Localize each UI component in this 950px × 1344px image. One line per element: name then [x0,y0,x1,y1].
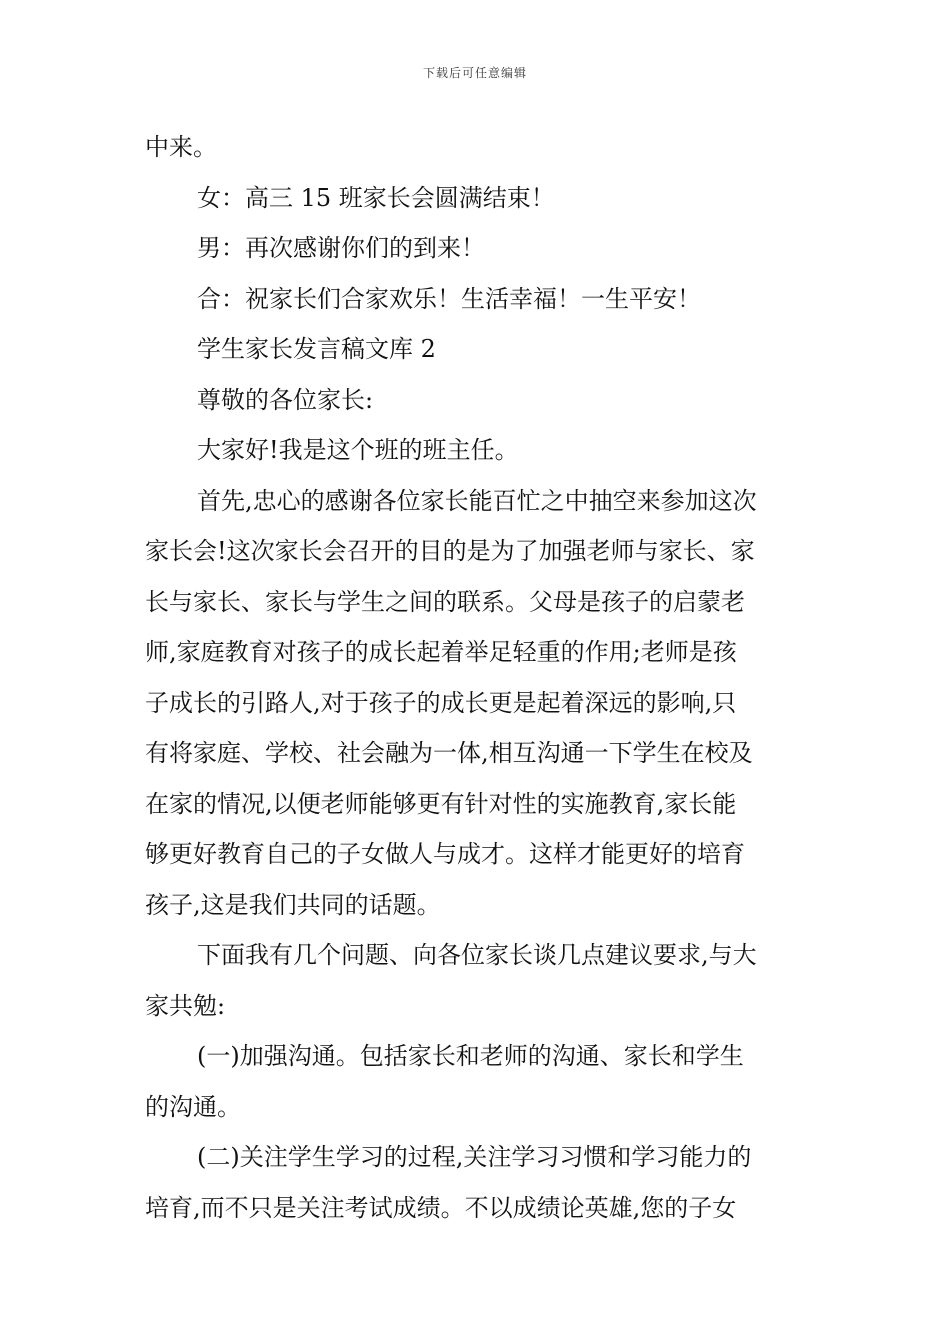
paragraph-line: 家长会!这次家长会召开的目的是为了加强老师与家长、家 [145,537,755,565]
paragraph-line: 有将家庭、学校、社会融为一体,相互沟通一下学生在校及 [145,739,753,767]
text-line: 中来。 [145,133,217,161]
section-title: 学生家长发言稿文库 2 [197,335,436,363]
page-header: 下载后可任意编辑 [422,66,527,80]
paragraph-line: 在家的情况,以便老师能够更有针对性的实施教育,家长能 [145,789,737,818]
paragraph-line: 孩子,这是我们共同的话题。 [145,890,441,919]
list-item-2-continued: 培育,而不只是关注考试成绩。不以成绩论英雄,您的子女 [145,1193,737,1222]
paragraph-line: 家共勉: [145,991,226,1020]
salutation: 尊敬的各位家长: [197,385,374,414]
greeting: 大家好!我是这个班的班主任。 [197,436,519,464]
dialogue-line-male: 男：再次感谢你们的到来！ [197,234,485,262]
paragraph-line: 够更好教育自己的子女做人与成才。这样才能更好的培育 [145,840,745,868]
list-item-2: (二)关注学生学习的过程,关注学习习惯和学习能力的 [197,1143,752,1171]
paragraph-line: 子成长的引路人,对于孩子的成长更是起着深远的影响,只 [145,688,737,717]
list-item-1: (一)加强沟通。包括家长和老师的沟通、家长和学生 [197,1042,744,1070]
document-body [145,128,810,1239]
paragraph-line: 师,家庭教育对孩子的成长起着举足轻重的作用;老师是孩 [145,638,737,666]
dialogue-line-female: 女：高三 15 班家长会圆满结束！ [197,183,555,212]
dialogue-line-together: 合：祝家长们合家欢乐！生活幸福！一生平安！ [197,284,701,313]
list-item-1-continued: 的沟通。 [145,1092,241,1121]
paragraph-line: 首先,忠心的感谢各位家长能百忙之中抽空来参加这次 [197,486,757,515]
paragraph-line: 长与家长、家长与学生之间的联系。父母是孩子的启蒙老 [145,587,745,616]
paragraph-line: 下面我有几个问题、向各位家长谈几点建议要求,与大 [197,941,757,969]
